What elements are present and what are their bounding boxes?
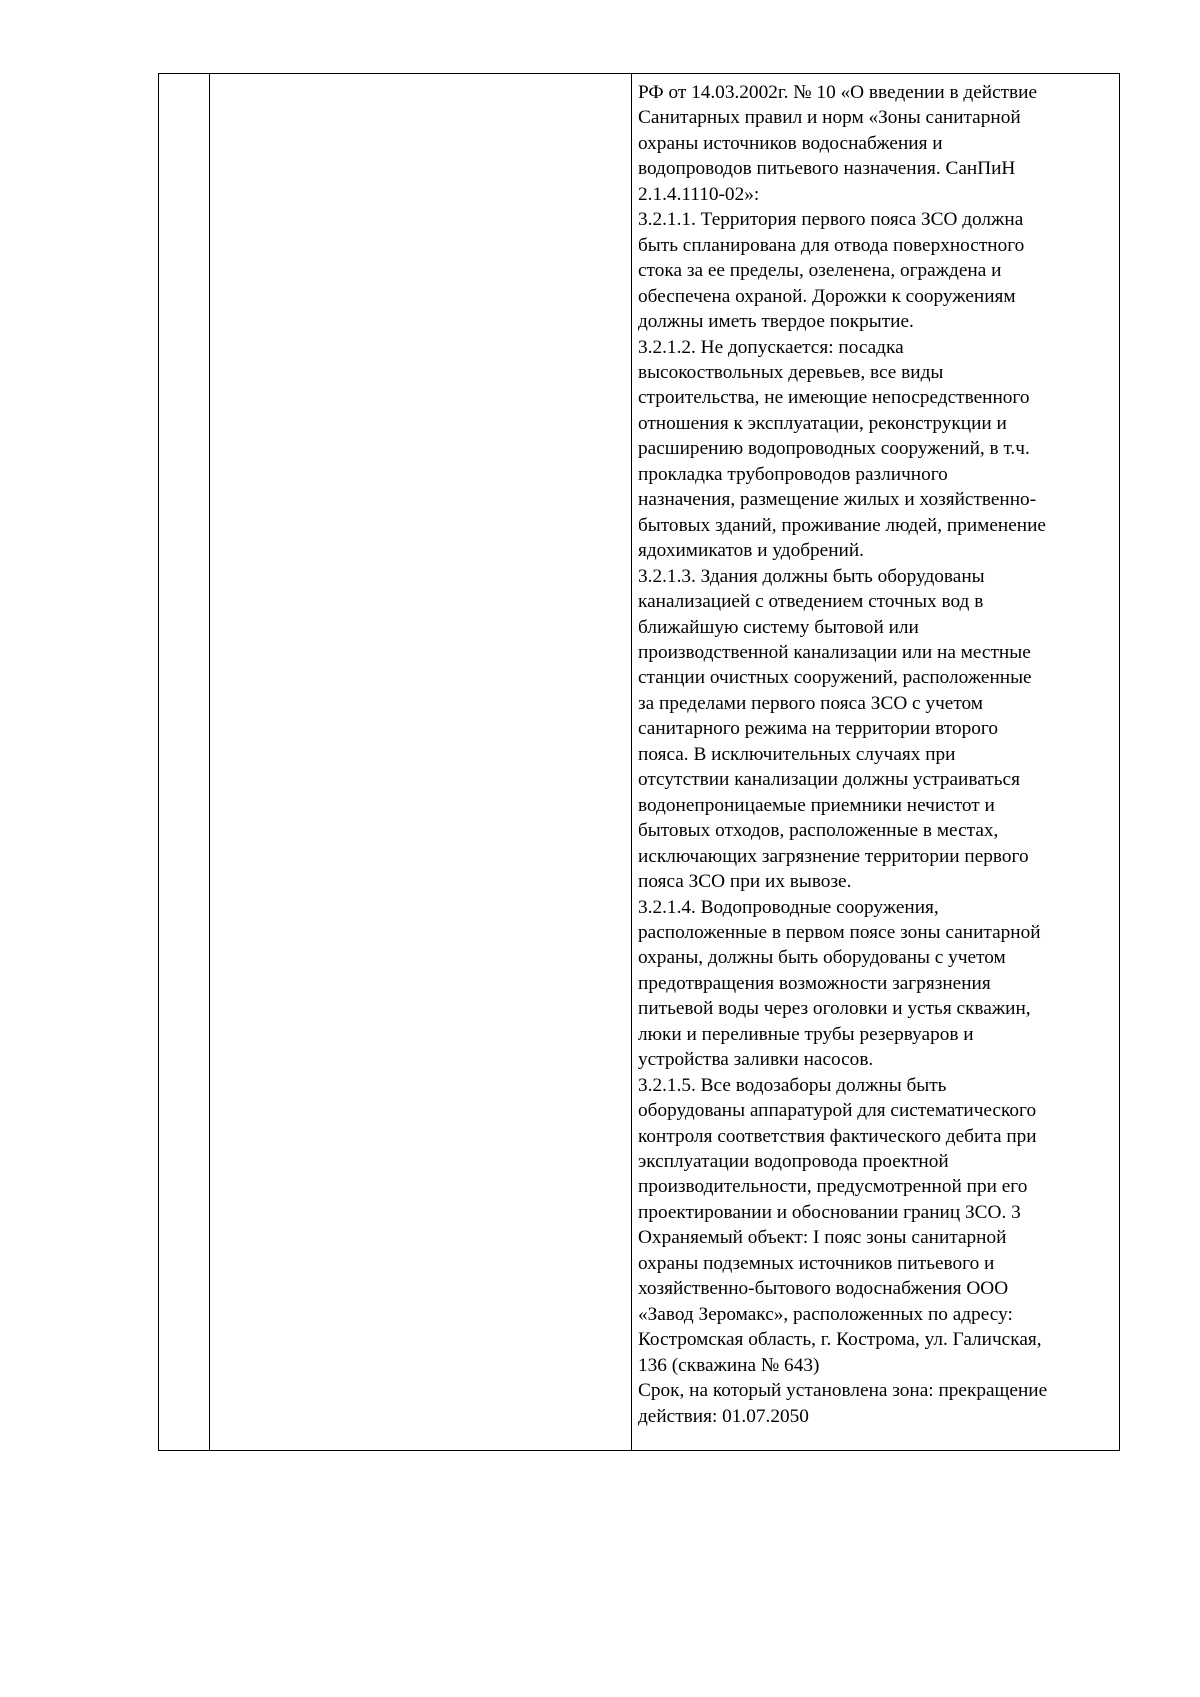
- description-cell: [210, 74, 632, 1451]
- text-line: бытовых зданий, проживание людей, применение: [638, 514, 1046, 536]
- text-line: высокоствольных деревьев, все виды: [638, 361, 944, 383]
- text-line: производительности, предусмотренной при его: [638, 1176, 1028, 1198]
- text-line: охраны, должны быть оборудованы с учетом: [638, 947, 1006, 969]
- text-line: эксплуатации водопровода проектной: [638, 1151, 949, 1173]
- text-line: канализацией с отведением сточных вод в: [638, 591, 984, 613]
- text-line: назначения, размещение жилых и хозяйственно-: [638, 489, 1037, 511]
- text-line: 3.2.1.2. Не допускается: посадка: [638, 336, 904, 358]
- text-line: Срок, на который установлена зона: прекращение: [638, 1380, 1048, 1402]
- text-line: предотвращения возможности загрязнения: [638, 972, 991, 994]
- text-line: станции очистных сооружений, расположенные: [638, 667, 1032, 689]
- text-line: 136 (скважина № 643): [638, 1354, 820, 1376]
- text-line: «Завод Зеромакс», расположенных по адресу:: [638, 1303, 1013, 1325]
- text-line: ядохимикатов и удобрений.: [638, 540, 864, 562]
- text-line: проектировании и обосновании границ ЗСО. 3: [638, 1201, 1021, 1223]
- text-line: отношения к эксплуатации, реконструкции и: [638, 412, 1007, 434]
- text-line: действия: 01.07.2050: [638, 1405, 809, 1427]
- text-line: 2.1.4.1110-02»:: [638, 183, 760, 205]
- text-line: 3.2.1.3. Здания должны быть оборудованы: [638, 565, 985, 587]
- text-line: пояса ЗСО при их вывозе.: [638, 871, 852, 893]
- text-line: Охраняемый объект: I пояс зоны санитарной: [638, 1227, 1007, 1249]
- text-line: 3.2.1.5. Все водозаборы должны быть: [638, 1074, 947, 1096]
- text-line: строительства, не имеющие непосредственного: [638, 387, 1030, 409]
- text-line: охраны источников водоснабжения и: [638, 132, 943, 154]
- text-line: исключающих загрязнение территории первого: [638, 845, 1029, 867]
- text-line: отсутствии канализации должны устраиваться: [638, 769, 1020, 791]
- text-line: Санитарных правил и норм «Зоны санитарной: [638, 107, 1021, 129]
- text-line: санитарного режима на территории второго: [638, 718, 998, 740]
- text-line: водопроводов питьевого назначения. СанПиН: [638, 158, 1016, 180]
- text-line: питьевой воды через оголовки и устья скважин,: [638, 998, 1031, 1020]
- content-text: [632, 74, 1119, 1429]
- text-line: бытовых отходов, расположенные в местах,: [638, 820, 999, 842]
- text-line: быть спланирована для отвода поверхностного: [638, 234, 1025, 256]
- text-line: ближайшую систему бытовой или: [638, 616, 919, 638]
- text-line: водонепроницаемые приемники нечистот и: [638, 794, 995, 816]
- text-line: контроля соответствия фактического дебита при: [638, 1125, 1037, 1147]
- text-line: прокладка трубопроводов различного: [638, 463, 948, 485]
- text-line: производственной канализации или на местные: [638, 641, 1031, 663]
- text-line: Костромская область, г. Кострома, ул. Галичская,: [638, 1329, 1042, 1351]
- text-line: РФ от 14.03.2002г. № 10 «О введении в действие: [638, 82, 1038, 103]
- text-line: устройства заливки насосов.: [638, 1049, 874, 1071]
- row-number-cell: [159, 74, 210, 1451]
- text-line: обеспечена охраной. Дорожки к сооружениям: [638, 285, 1016, 307]
- text-line: 3.2.1.4. Водопроводные сооружения,: [638, 896, 939, 918]
- text-line: должны иметь твердое покрытие.: [638, 311, 914, 333]
- text-line: пояса. В исключительных случаях при: [638, 743, 956, 765]
- text-line: оборудованы аппаратурой для систематического: [638, 1100, 1037, 1122]
- text-line: охраны подземных источников питьевого и: [638, 1252, 995, 1274]
- content-cell: [632, 74, 1120, 1451]
- document-table: [158, 73, 1120, 1451]
- text-line: за пределами первого пояса ЗСО с учетом: [638, 692, 983, 714]
- text-line: 3.2.1.1. Территория первого пояса ЗСО должна: [638, 209, 1024, 231]
- text-line: люки и переливные трубы резервуаров и: [638, 1023, 974, 1045]
- table-row: [159, 74, 1120, 1451]
- text-line: расположенные в первом поясе зоны санитарной: [638, 921, 1041, 943]
- text-line: стока за ее пределы, озеленена, ограждена и: [638, 260, 1002, 282]
- text-line: хозяйственно-бытового водоснабжения ООО: [638, 1278, 1009, 1300]
- text-line: расширению водопроводных сооружений, в т.ч.: [638, 438, 1030, 460]
